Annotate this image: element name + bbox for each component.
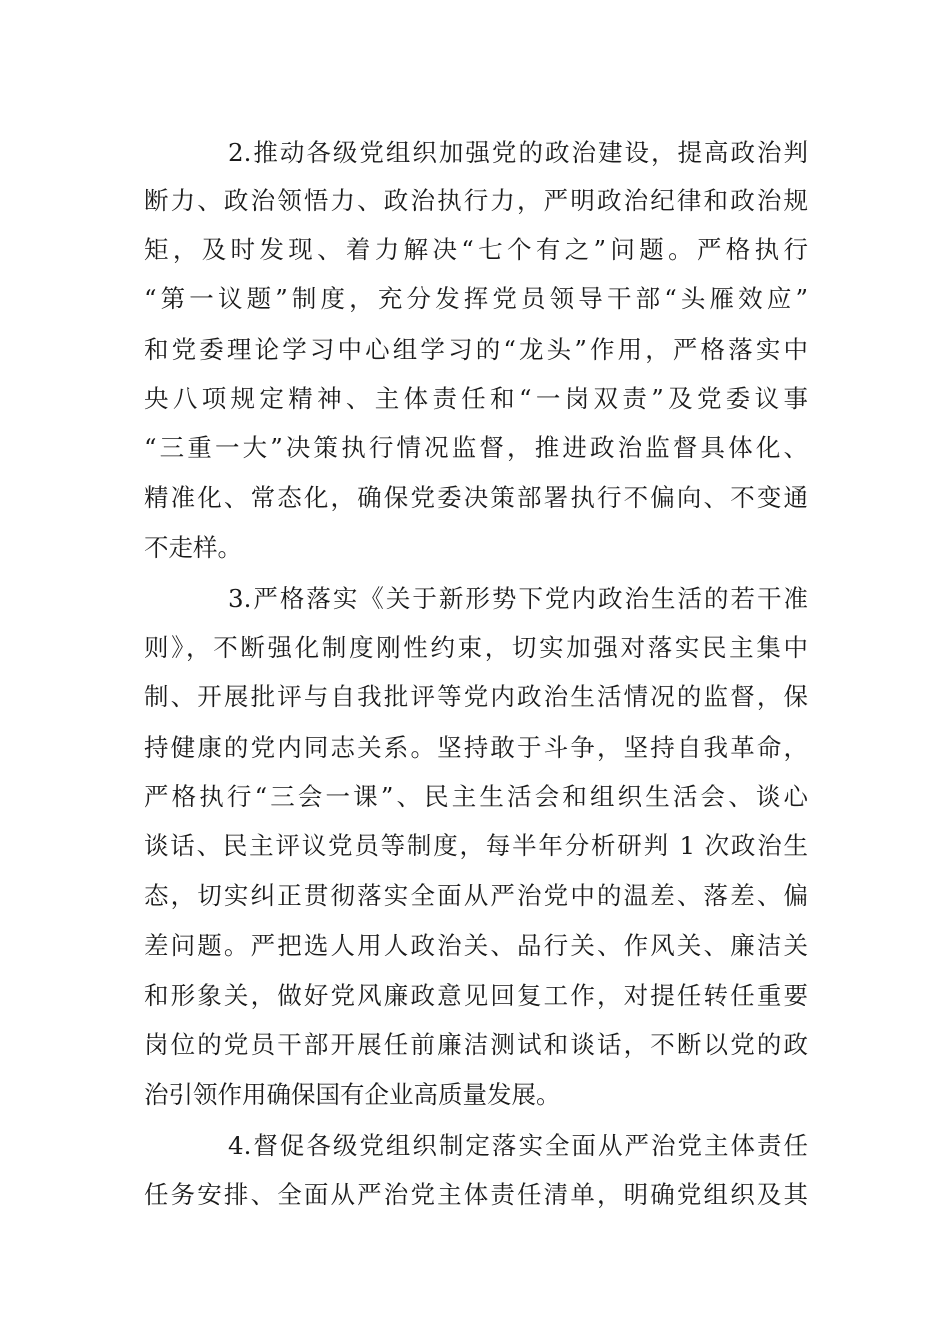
paragraph-3-line-11: 治引领作用确保国有企业高质量发展。 <box>144 1080 561 1109</box>
paragraph-3-line-10: 岗位的党员干部开展任前廉洁测试和谈话，不断以党的政 <box>144 1030 808 1059</box>
paragraph-2-line-2: 断力、政治领悟力、政治执行力，严明政治纪律和政治规 <box>144 186 808 215</box>
paragraph-3-line-2: 则》，不断强化制度刚性约束，切实加强对落实民主集中 <box>144 633 808 662</box>
paragraph-2-line-3: 矩，及时发现、着力解决“七个有之”问题。严格执行 <box>144 235 808 264</box>
paragraph-4-line-2: 任务安排、全面从严治党主体责任清单，明确党组织及其 <box>144 1180 808 1209</box>
paragraph-2-line-6: 央八项规定精神、主体责任和“一岗双责”及党委议事 <box>144 384 808 413</box>
paragraph-2-line-8: 精准化、常态化，确保党委决策部署执行不偏向、不变通 <box>144 483 808 512</box>
paragraph-2-line-7: “三重一大”决策执行情况监督，推进政治监督具体化、 <box>144 433 808 462</box>
paragraph-3-line-5: 严格执行“三会一课”、民主生活会和组织生活会、谈心 <box>144 782 808 811</box>
paragraph-2-line-1: 2.推动各级党组织加强党的政治建设，提高政治判 <box>228 138 808 167</box>
paragraph-2-line-9: 不走样。 <box>144 533 242 562</box>
paragraph-3-line-7: 态，切实纠正贯彻落实全面从严治党中的温差、落差、偏 <box>144 881 808 910</box>
paragraph-3-line-6: 谈话、民主评议党员等制度，每半年分析研判 1 次政治生 <box>144 831 808 860</box>
paragraph-4-line-1: 4.督促各级党组织制定落实全面从严治党主体责任 <box>228 1131 808 1160</box>
paragraph-3-line-9: 和形象关，做好党风廉政意见回复工作，对提任转任重要 <box>144 981 808 1010</box>
paragraph-2-line-5: 和党委理论学习中心组学习的“龙头”作用，严格落实中 <box>144 335 808 364</box>
paragraph-2-line-4: “第一议题”制度，充分发挥党员领导干部“头雁效应” <box>144 284 808 313</box>
paragraph-3-line-4: 持健康的党内同志关系。坚持敢于斗争，坚持自我革命， <box>144 733 808 762</box>
paragraph-3-line-1: 3.严格落实《关于新形势下党内政治生活的若干准 <box>228 584 808 613</box>
paragraph-3-line-8: 差问题。严把选人用人政治关、品行关、作风关、廉洁关 <box>144 931 808 960</box>
paragraph-3-line-3: 制、开展批评与自我批评等党内政治生活情况的监督，保 <box>144 682 808 711</box>
